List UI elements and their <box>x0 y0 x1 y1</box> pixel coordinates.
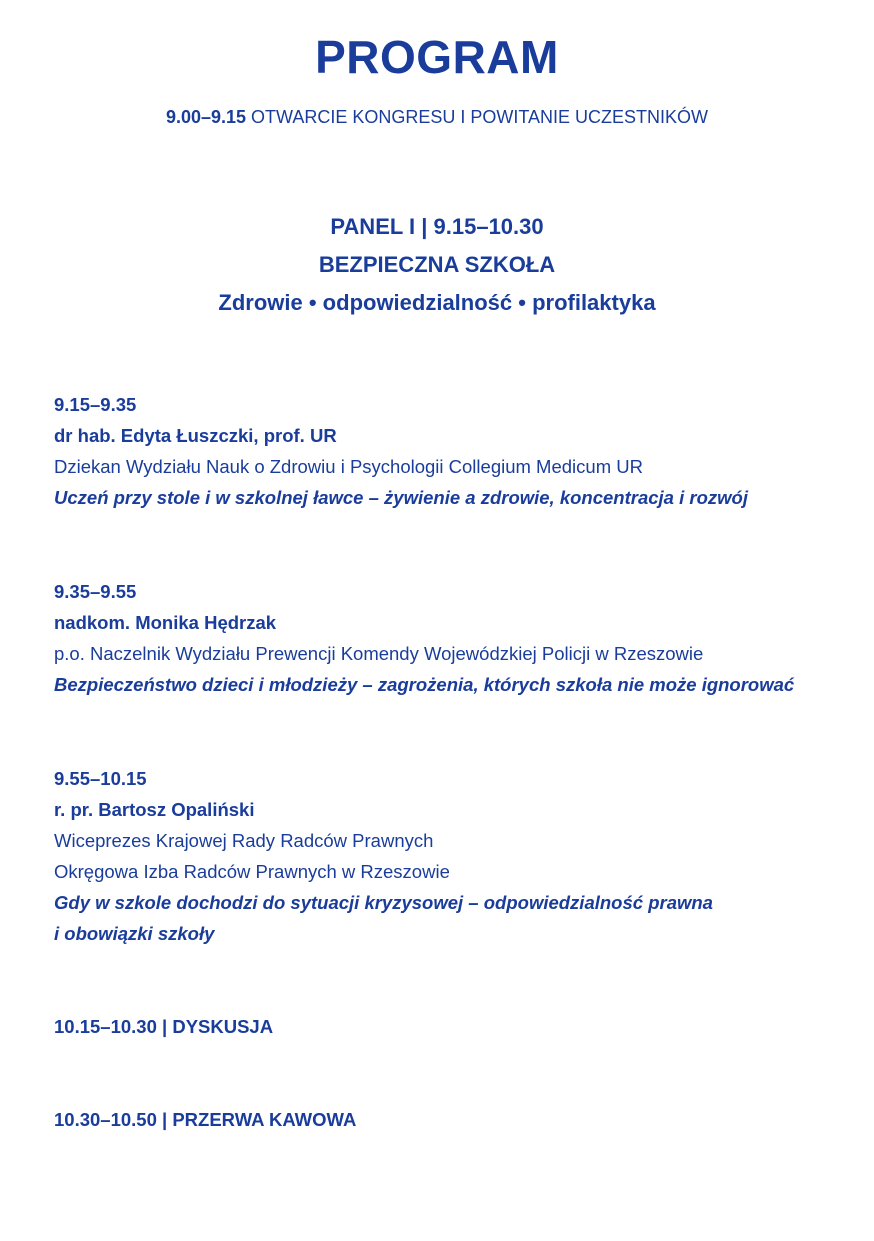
talk-topic: Uczeń przy stole i w szkolnej ławce – żywienie a zdrowie, koncentracja i rozwój <box>54 487 748 508</box>
talk-time: 9.15–9.35 <box>54 394 137 415</box>
talk-item <box>54 389 834 513</box>
coffee-break-item: 10.30–10.50 | PRZERWA KAWOWA <box>54 1109 357 1130</box>
page-title: PROGRAM <box>315 31 559 83</box>
talk-time: 9.35–9.55 <box>54 581 137 602</box>
talk-role: Wiceprezes Krajowej Rady Radców Prawnych <box>54 830 434 851</box>
talk-topic: Gdy w szkole dochodzi do sytuacji kryzysowej – odpowiedzialność prawna <box>54 892 713 913</box>
talk-role: Dziekan Wydziału Nauk o Zdrowiu i Psychologii Collegium Medicum UR <box>54 456 643 477</box>
talk-topic: i obowiązki szkoły <box>54 923 215 944</box>
talk-topic: Bezpieczeństwo dzieci i młodzieży – zagrożenia, których szkoła nie może ignorować <box>54 674 795 695</box>
panel-heading: PANEL I | 9.15–10.30 <box>330 214 544 239</box>
discussion-item: 10.15–10.30 | DYSKUSJA <box>54 1016 274 1037</box>
talk-item <box>54 763 834 949</box>
panel-name: BEZPIECZNA SZKOŁA <box>318 252 556 277</box>
opening-session <box>0 107 874 128</box>
opening-time: 9.00–9.15 <box>165 107 247 127</box>
talk-speaker: dr hab. Edyta Łuszczki, prof. UR <box>54 425 337 446</box>
talk-speaker: r. pr. Bartosz Opaliński <box>54 799 255 820</box>
talk-item <box>54 576 834 700</box>
opening-label: OTWARCIE KONGRESU I POWITANIE UCZESTNIKÓW <box>251 107 709 127</box>
talk-role: p.o. Naczelnik Wydziału Prewencji Komendy Wojewódzkiej Policji w Rzeszowie <box>54 643 704 664</box>
panel-subtitle: Zdrowie • odpowiedzialność • profilaktyka <box>218 290 656 315</box>
talk-role: Okręgowa Izba Radców Prawnych w Rzeszowie <box>54 861 450 882</box>
panel-header <box>0 208 874 322</box>
talk-time: 9.55–10.15 <box>54 768 147 789</box>
talk-speaker: nadkom. Monika Hędrzak <box>54 612 277 633</box>
